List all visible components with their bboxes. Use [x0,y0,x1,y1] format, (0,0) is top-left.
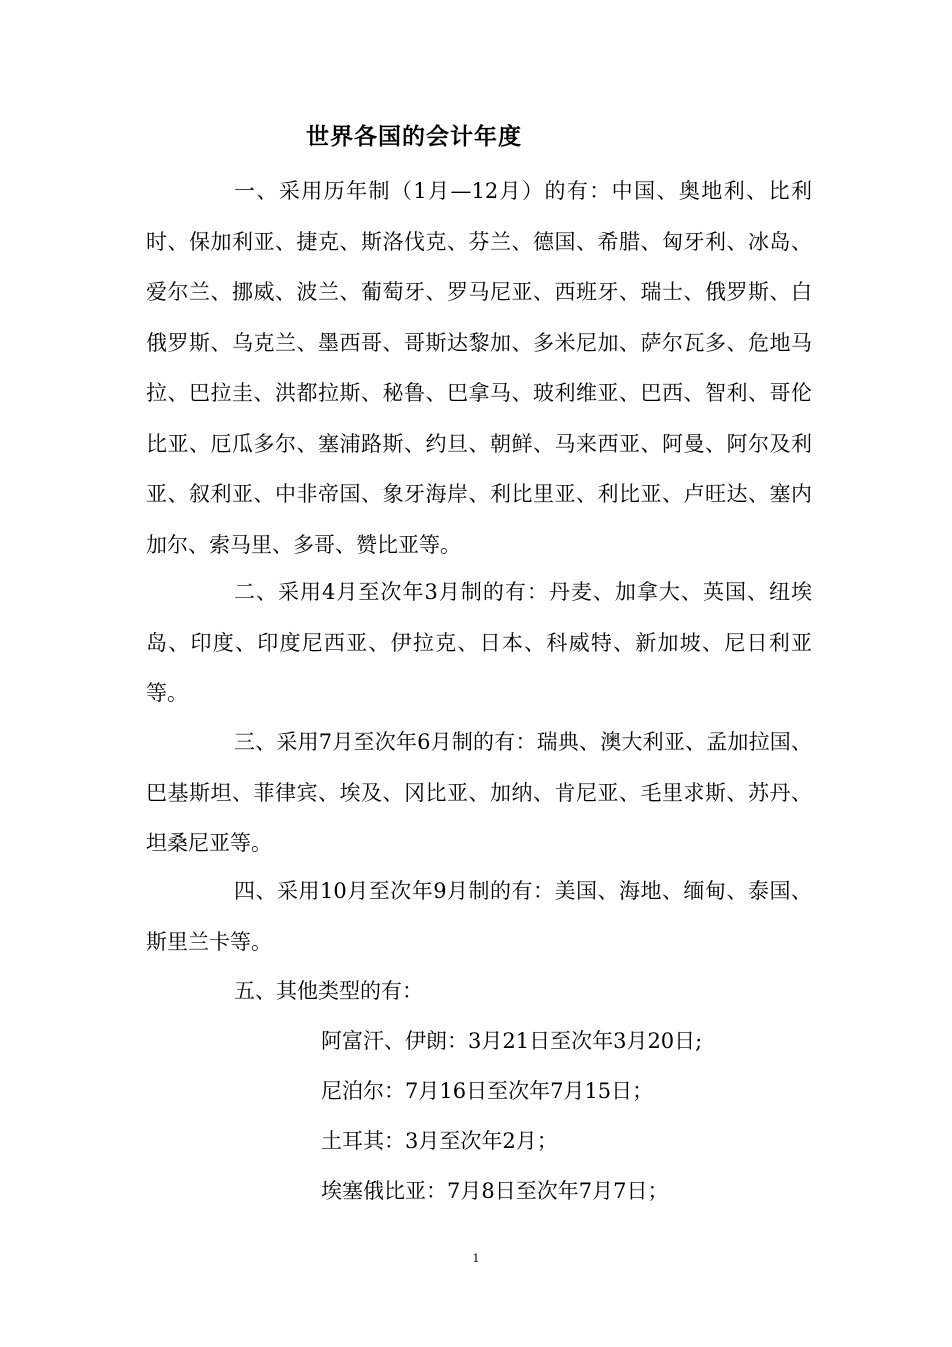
paragraph-july-june: 三、采用7月至次年6月制的有：瑞典、澳大利亚、孟加拉国、巴基斯坦、菲律宾、埃及、冈比亚、加纳、肯尼亚、毛里求斯、苏丹、坦桑尼亚等。 [146,730,812,855]
other-type-item: 尼泊尔：7月16日至次年7月15日； [321,1079,654,1103]
page-number: 1 [472,1252,480,1265]
paragraph-april-march: 二、采用4月至次年3月制的有：丹麦、加拿大、英国、纽埃岛、印度、印度尼西亚、伊拉克、日本、科威特、新加坡、尼日利亚等。 [146,580,812,705]
other-type-item: 土耳其：3月至次年2月； [321,1129,558,1153]
other-type-item: 阿富汗、伊朗：3月21日至次年3月20日; [321,1029,703,1053]
paragraph-october-september: 四、采用10月至次年9月制的有：美国、海地、缅甸、泰国、斯里兰卡等。 [146,879,812,954]
other-type-item: 埃塞俄比亚：7月8日至次年7月7日； [321,1179,669,1203]
document-title: 世界各国的会计年度 [306,123,522,150]
paragraph-other-types: 五、其他类型的有： [234,979,423,1003]
paragraph-calendar-year: 一、采用历年制（1月—12月）的有：中国、奥地利、比利时、保加利亚、捷克、斯洛伐克、芬兰、德国、希腊、匈牙利、冰岛、爱尔兰、挪威、波兰、葡萄牙、罗马尼亚、西班牙、瑞士、俄罗斯、白俄罗斯、乌克兰、墨西哥、哥斯达黎加、多米尼加、萨尔瓦多、危地马拉、巴拉圭、洪都拉斯、秘鲁、巴拿马、玻利维亚、巴西、智利、哥伦比亚、厄瓜多尔、塞浦路斯、约旦、朝鲜、马来西亚、阿曼、阿尔及利亚、叙利亚、中非帝国、象牙海岸、利比里亚、利比亚、卢旺达、塞内加尔、索马里、多哥、赞比亚等。 [146,179,812,557]
